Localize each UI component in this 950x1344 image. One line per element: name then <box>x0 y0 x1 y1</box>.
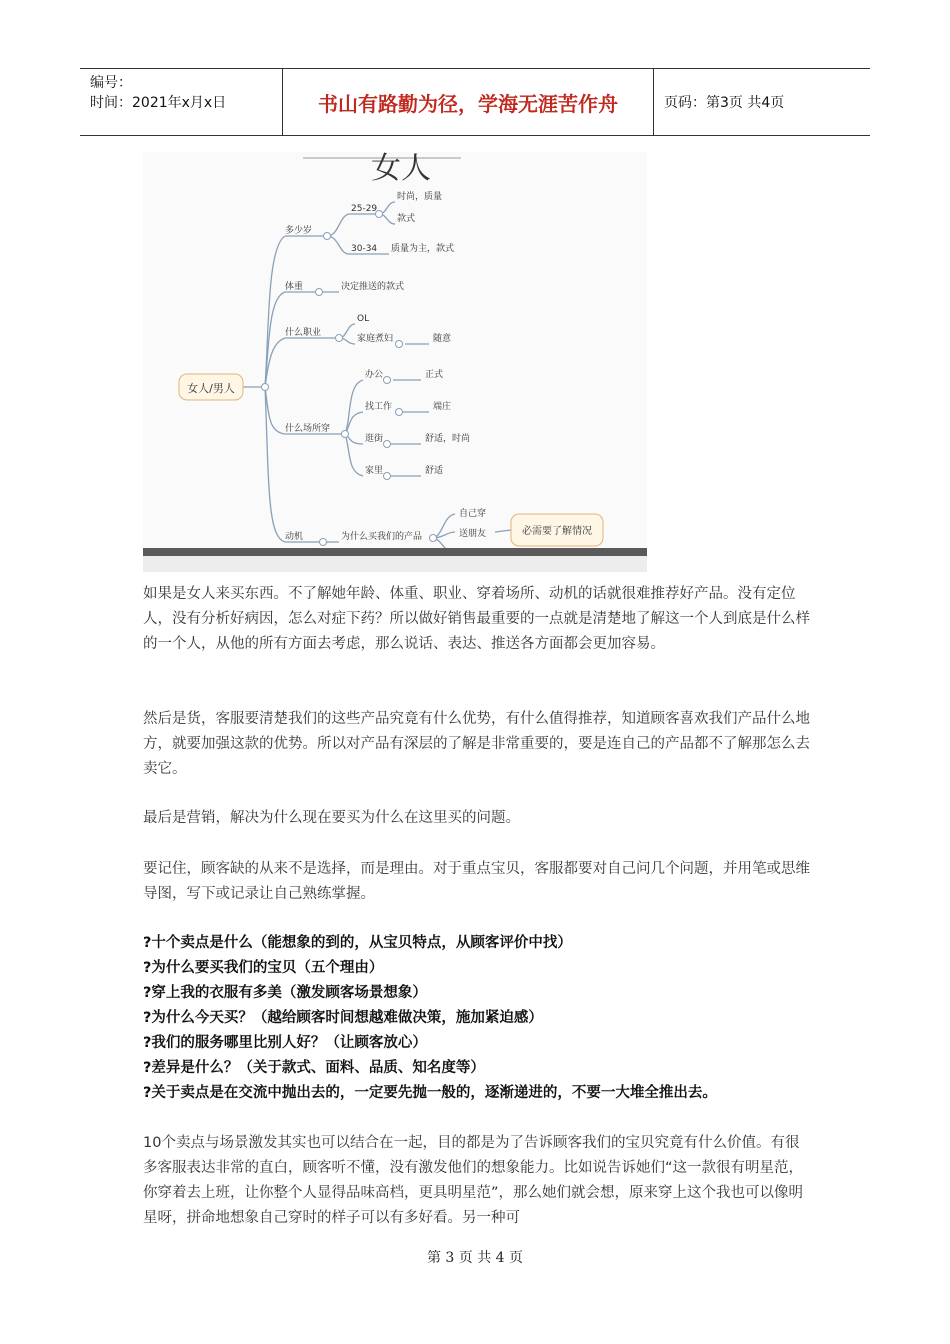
node-place-4: 家里 <box>365 466 384 476</box>
mindmap-root: 女人/男人 <box>187 382 235 395</box>
paragraph-4: 要记住，顾客缺的从来不是选择，而是理由。对于重点宝贝，客服都要对自己问几个问题，并用笔或思维导图，写下或记录让自己熟练掌握。 <box>143 861 810 902</box>
node-place-2: 找工作 <box>365 402 393 412</box>
node-place-3a: 舒适，时尚 <box>425 434 471 444</box>
node-age-a1: 时尚，质量 <box>397 192 443 202</box>
header-meta <box>80 69 282 135</box>
node-motive-1a: 自己穿 <box>459 509 487 519</box>
paragraph-2: 然后是货，客服要清楚我们的这些产品究竟有什么优势，有什么值得推荐，知道顾客喜欢我们产品什么地方，就要加强这款的优势。所以对产品有深层的了解是非常重要的，要是连自己的产品都不了解那怎么去卖它。 <box>143 711 810 777</box>
node-motive-1: 为什么买我们的产品 <box>341 532 423 542</box>
node-age-b: 30-34 <box>351 244 378 254</box>
header-page-info: 页码：第3页 共4页 <box>664 95 785 111</box>
header-table <box>80 68 870 136</box>
node-motive-1b: 送朋友 <box>459 529 487 539</box>
mind-map-svg <box>143 152 647 572</box>
node-place-4a: 舒适 <box>425 466 444 476</box>
page-footer: 第 3 页 共 4 页 <box>426 1250 524 1266</box>
question-3: ?穿上我的衣服有多美（激发顾客场景想象） <box>143 985 427 1001</box>
node-weight: 体重 <box>285 282 304 292</box>
header-motto: 书山有路勤为径，学海无涯苦作舟 <box>282 69 654 135</box>
question-7: ?关于卖点是在交流中抛出去的，一定要先抛一般的，逐渐递进的，不要一大堆全推出去。 <box>143 1085 717 1101</box>
node-motive: 动机 <box>285 532 304 542</box>
mind-map-image <box>143 152 647 572</box>
time-label: 时间：2021年x月x日 <box>90 95 227 111</box>
node-place-1: 办公 <box>365 370 384 380</box>
paragraph-1: 如果是女人来买东西。不了解她年龄、体重、职业、穿着场所、动机的话就很难推荐好产品。没有定位人，没有分析好病因，怎么对症下药？所以做好销售最重要的一点就是清楚地了解这一个人到底是什么样的一个人，从他的所有方面去考虑，那么说话、表达、推送各方面都会更加容易。 <box>143 586 810 652</box>
mindmap-note: 必需要了解情况 <box>522 526 592 537</box>
question-1: ?十个卖点是什么（能想象的到的，从宝贝特点，从顾客评价中找） <box>143 935 572 951</box>
question-2: ?为什么要买我们的宝贝（五个理由） <box>143 960 384 976</box>
paragraph-5: 10个卖点与场景激发其实也可以结合在一起，目的都是为了告诉顾客我们的宝贝究竟有什么价值。有很多客服表达非常的直白，顾客听不懂，没有激发他们的想象能力。比如说告诉她们“这一款很有明星范，你穿着去上班，让你整个人显得品味高档，更具明星范”，那么她们就会想，原来穿上这个我也可以像明星呀，拼命地想象自己穿时的样子可以有多好看。另一种可 <box>143 1135 804 1226</box>
node-job-2: 家庭煮妇 <box>357 334 394 344</box>
node-job-1: OL <box>357 314 370 324</box>
number-label: 编号： <box>90 75 132 91</box>
question-5: ?我们的服务哪里比别人好？（让顾客放心） <box>143 1035 427 1051</box>
node-age-a2: 款式 <box>397 214 416 224</box>
question-6: ?差异是什么？（关于款式、面料、品质、知名度等） <box>143 1060 485 1076</box>
node-age: 多少岁 <box>285 226 313 236</box>
node-place: 什么场所穿 <box>285 424 331 434</box>
node-job-2a: 随意 <box>433 334 452 344</box>
node-job: 什么职业 <box>285 328 322 338</box>
paragraph-3: 最后是营销，解决为什么现在要买为什么在这里买的问题。 <box>143 810 520 826</box>
node-age-b1: 质量为主，款式 <box>391 244 455 254</box>
node-place-1a: 正式 <box>425 370 444 380</box>
node-place-3: 逛街 <box>365 434 384 444</box>
question-4: ?为什么今天买？（越给顾客时间想越难做决策，施加紧迫感） <box>143 1010 543 1026</box>
node-place-2a: 端庄 <box>433 402 452 412</box>
node-age-a: 25-29 <box>351 204 378 214</box>
node-weight-1: 决定推送的款式 <box>341 282 405 292</box>
mindmap-title: 女人 <box>371 152 431 186</box>
